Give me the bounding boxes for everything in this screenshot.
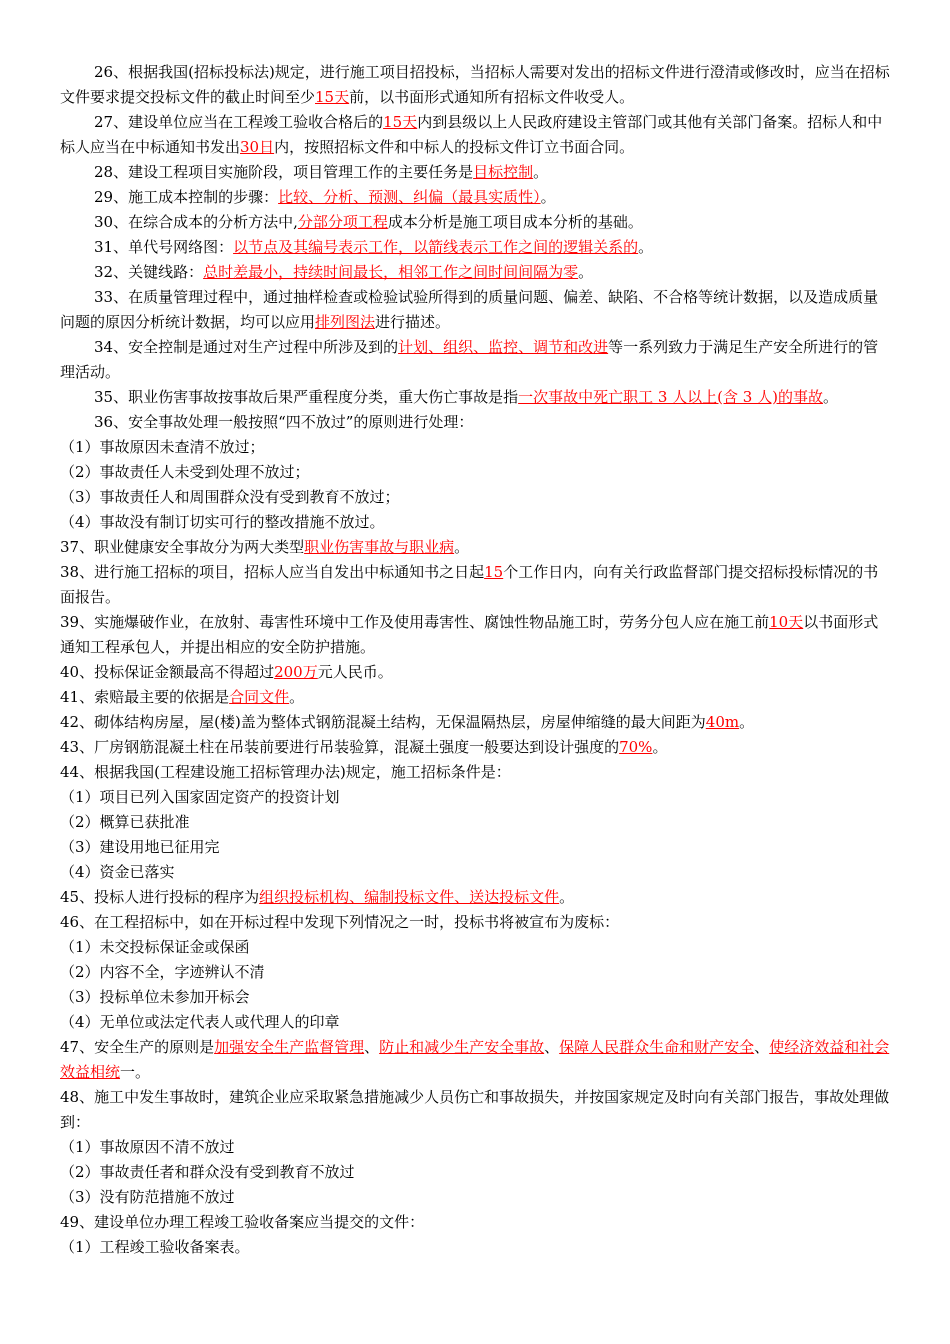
text-segment: 48、施工中发生事故时，建筑企业应采取紧急措施减少人员伤亡和事故损失，并按国家规定及时向有关部门报告，事故处理做到： <box>60 1088 890 1131</box>
highlighted-answer: 排列图法 <box>315 313 376 331</box>
text-segment: 49、建设单位办理工程竣工验收备案应当提交的文件： <box>60 1213 425 1231</box>
highlighted-answer: 总时差最小，持续时间最长，相邻工作之间时间间隔为零 <box>203 263 579 281</box>
text-segment: 、 <box>364 1038 380 1056</box>
highlighted-answer: 70% <box>619 738 653 756</box>
highlighted-answer: 防止和减少生产安全事故 <box>379 1038 545 1056</box>
paragraph <box>60 910 892 935</box>
text-segment: （2）事故责任人未受到处理不放过； <box>60 463 310 481</box>
paragraph <box>60 385 892 410</box>
text-segment: 内，按照招标文件和中标人的投标文件订立书面合同。 <box>274 138 635 156</box>
highlighted-answer: 200万 <box>274 663 318 681</box>
text-segment: 。 <box>638 238 654 256</box>
paragraph <box>60 1085 892 1135</box>
paragraph <box>60 510 892 535</box>
paragraph <box>60 710 892 735</box>
text-segment: （4）无单位或法定代表人或代理人的印章 <box>60 1013 340 1031</box>
text-segment: 以书面形式通知工程承包人，并提出相应的安全防护措施。 <box>60 613 879 656</box>
paragraph <box>60 410 892 435</box>
text-segment: 。 <box>739 713 755 731</box>
text-segment: （3）投标单位未参加开标会 <box>60 988 250 1006</box>
text-segment: 26、根据我国(招标投标法)规定，进行施工项目招投标，当招标人需要对发出的招标文件进行澄清或修改时，应当在招标文件要求提交投标文件的截止时间至少 <box>60 63 890 106</box>
text-segment: 45、投标人进行投标的程序为 <box>60 888 260 906</box>
text-segment: 。 <box>578 263 594 281</box>
highlighted-answer: 15 <box>484 563 504 581</box>
highlighted-answer: 组织投标机构、编制投标文件、送达投标文件 <box>259 888 560 906</box>
text-segment: 30、在综合成本的分析方法中, <box>94 213 298 231</box>
highlighted-answer: 15天 <box>315 88 350 106</box>
text-segment: （1）项目已列入国家固定资产的投资计划 <box>60 788 340 806</box>
text-segment: （1）事故原因不清不放过 <box>60 1138 235 1156</box>
paragraph <box>60 960 892 985</box>
paragraph <box>60 160 892 185</box>
text-segment: 。 <box>289 688 305 706</box>
highlighted-answer: 使经济效益和社会效益相统 <box>60 1038 890 1081</box>
text-segment: 成本分析是施工项目成本分析的基础。 <box>387 213 643 231</box>
text-segment: 等一系列致力于满足生产安全所进行的管理活动。 <box>60 338 879 381</box>
text-segment: 。 <box>454 538 470 556</box>
text-segment: （3）事故责任人和周围群众没有受到教育不放过； <box>60 488 400 506</box>
text-segment: 27、建设单位应当在工程竣工验收合格后的 <box>94 113 384 131</box>
highlighted-answer: 15天 <box>383 113 418 131</box>
text-segment: 36、安全事故处理一般按照“四不放过”的原则进行处理： <box>94 413 474 431</box>
paragraph <box>60 535 892 560</box>
text-segment: 内到县级以上人民政府建设主管部门或其他有关部门备案。招标人和中标人应当在中标通知书发出 <box>60 113 883 156</box>
paragraph <box>60 1035 892 1085</box>
paragraph <box>60 285 892 335</box>
paragraph <box>60 660 892 685</box>
highlighted-answer: 10天 <box>769 613 804 631</box>
paragraph <box>60 1160 892 1185</box>
highlighted-answer: 目标控制 <box>473 163 534 181</box>
highlighted-answer: 加强安全生产监督管理 <box>214 1038 365 1056</box>
text-segment: 。 <box>559 888 575 906</box>
text-segment: （2）事故责任者和群众没有受到教育不放过 <box>60 1163 355 1181</box>
paragraph <box>60 60 892 110</box>
text-segment: 31、单代号网络图： <box>94 238 234 256</box>
paragraph <box>60 485 892 510</box>
text-segment: （4）资金已落实 <box>60 863 175 881</box>
paragraph <box>60 985 892 1010</box>
text-segment: 41、索赔最主要的依据是 <box>60 688 230 706</box>
highlighted-answer: 以节点及其编号表示工作，以箭线表示工作之间的逻辑关系的 <box>233 238 639 256</box>
text-segment: （2）内容不全，字迹辨认不清 <box>60 963 265 981</box>
text-segment: 进行描述。 <box>375 313 451 331</box>
paragraph <box>60 810 892 835</box>
text-segment: （1）事故原因未查清不放过； <box>60 438 265 456</box>
highlighted-answer: 职业伤害事故与职业病 <box>304 538 455 556</box>
text-segment: 47、安全生产的原则是 <box>60 1038 215 1056</box>
text-segment: 37、职业健康安全事故分为两大类型 <box>60 538 305 556</box>
text-segment: （4）事故没有制订切实可行的整改措施不放过。 <box>60 513 385 531</box>
paragraph <box>60 885 892 910</box>
paragraph <box>60 860 892 885</box>
text-segment: 29、施工成本控制的步骤： <box>94 188 279 206</box>
paragraph <box>60 610 892 660</box>
text-segment: 28、建设工程项目实施阶段，项目管理工作的主要任务是 <box>94 163 474 181</box>
paragraph <box>60 1185 892 1210</box>
paragraph <box>60 785 892 810</box>
highlighted-answer: 保障人民群众生命和财产安全 <box>559 1038 755 1056</box>
text-segment: （1）未交投标保证金或保函 <box>60 938 250 956</box>
text-segment: （3）没有防范措施不放过 <box>60 1188 235 1206</box>
document-page <box>60 60 892 1260</box>
paragraph <box>60 335 892 385</box>
text-segment: （3）建设用地已征用完 <box>60 838 220 856</box>
text-segment: 、 <box>754 1038 770 1056</box>
text-segment: 。 <box>652 738 668 756</box>
text-segment: 前，以书面形式通知所有招标文件收受人。 <box>349 88 635 106</box>
text-segment: 一。 <box>120 1063 151 1081</box>
highlighted-answer: 分部分项工程 <box>297 213 388 231</box>
paragraph <box>60 1235 892 1260</box>
highlighted-answer: 40m <box>705 713 740 731</box>
text-segment: （1）工程竣工验收备案表。 <box>60 1238 250 1256</box>
text-segment: 、 <box>544 1038 560 1056</box>
text-segment: 。 <box>822 388 838 406</box>
highlighted-answer: 比较、分析、预测、纠偏（最具实质性） <box>278 188 541 206</box>
text-segment: 44、根据我国(工程建设施工招标管理办法)规定，施工招标条件是： <box>60 763 511 781</box>
paragraph <box>60 1210 892 1235</box>
paragraph <box>60 560 892 610</box>
text-segment: 35、职业伤害事故按事故后果严重程度分类，重大伤亡事故是指 <box>94 388 519 406</box>
paragraph <box>60 735 892 760</box>
highlighted-answer: 计划、组织、监控、调节和改进 <box>398 338 609 356</box>
text-segment: 42、砌体结构房屋，屋(楼)盖为整体式钢筋混凝土结构，无保温隔热层，房屋伸缩缝的最大间距为 <box>60 713 706 731</box>
text-segment: 46、在工程招标中，如在开标过程中发现下列情况之一时，投标书将被宣布为废标： <box>60 913 620 931</box>
text-segment: 39、实施爆破作业，在放射、毒害性环境中工作及使用毒害性、腐蚀性物品施工时，劳务分包人应在施工前 <box>60 613 770 631</box>
paragraph <box>60 235 892 260</box>
paragraph <box>60 210 892 235</box>
paragraph <box>60 260 892 285</box>
paragraph <box>60 935 892 960</box>
paragraph <box>60 185 892 210</box>
text-segment: 33、在质量管理过程中，通过抽样检查或检验试验所得到的质量问题、偏差、缺陷、不合格等统计数据，以及造成质量问题的原因分析统计数据，均可以应用 <box>60 288 879 331</box>
text-segment: 38、进行施工招标的项目，招标人应当自发出中标通知书之日起 <box>60 563 485 581</box>
highlighted-answer: 30日 <box>240 138 275 156</box>
paragraph <box>60 1010 892 1035</box>
text-segment: 43、厂房钢筋混凝土柱在吊装前要进行吊装验算，混凝土强度一般要达到设计强度的 <box>60 738 620 756</box>
paragraph <box>60 1135 892 1160</box>
text-segment: 。 <box>540 188 556 206</box>
paragraph <box>60 685 892 710</box>
paragraph <box>60 760 892 785</box>
paragraph <box>60 435 892 460</box>
paragraph <box>60 460 892 485</box>
text-segment: 32、关键线路： <box>94 263 204 281</box>
highlighted-answer: 合同文件 <box>229 688 290 706</box>
text-segment: （2）概算已获批准 <box>60 813 190 831</box>
highlighted-answer: 一次事故中死亡职工 3 人以上(含 3 人)的事故 <box>518 388 823 406</box>
text-segment: 个工作日内，向有关行政监督部门提交招标投标情况的书面报告。 <box>60 563 879 606</box>
text-segment: 34、安全控制是通过对生产过程中所涉及到的 <box>94 338 399 356</box>
text-segment: 元人民币。 <box>317 663 393 681</box>
text-segment: 40、投标保证金额最高不得超过 <box>60 663 275 681</box>
paragraph <box>60 110 892 160</box>
text-segment: 。 <box>533 163 549 181</box>
paragraph <box>60 835 892 860</box>
